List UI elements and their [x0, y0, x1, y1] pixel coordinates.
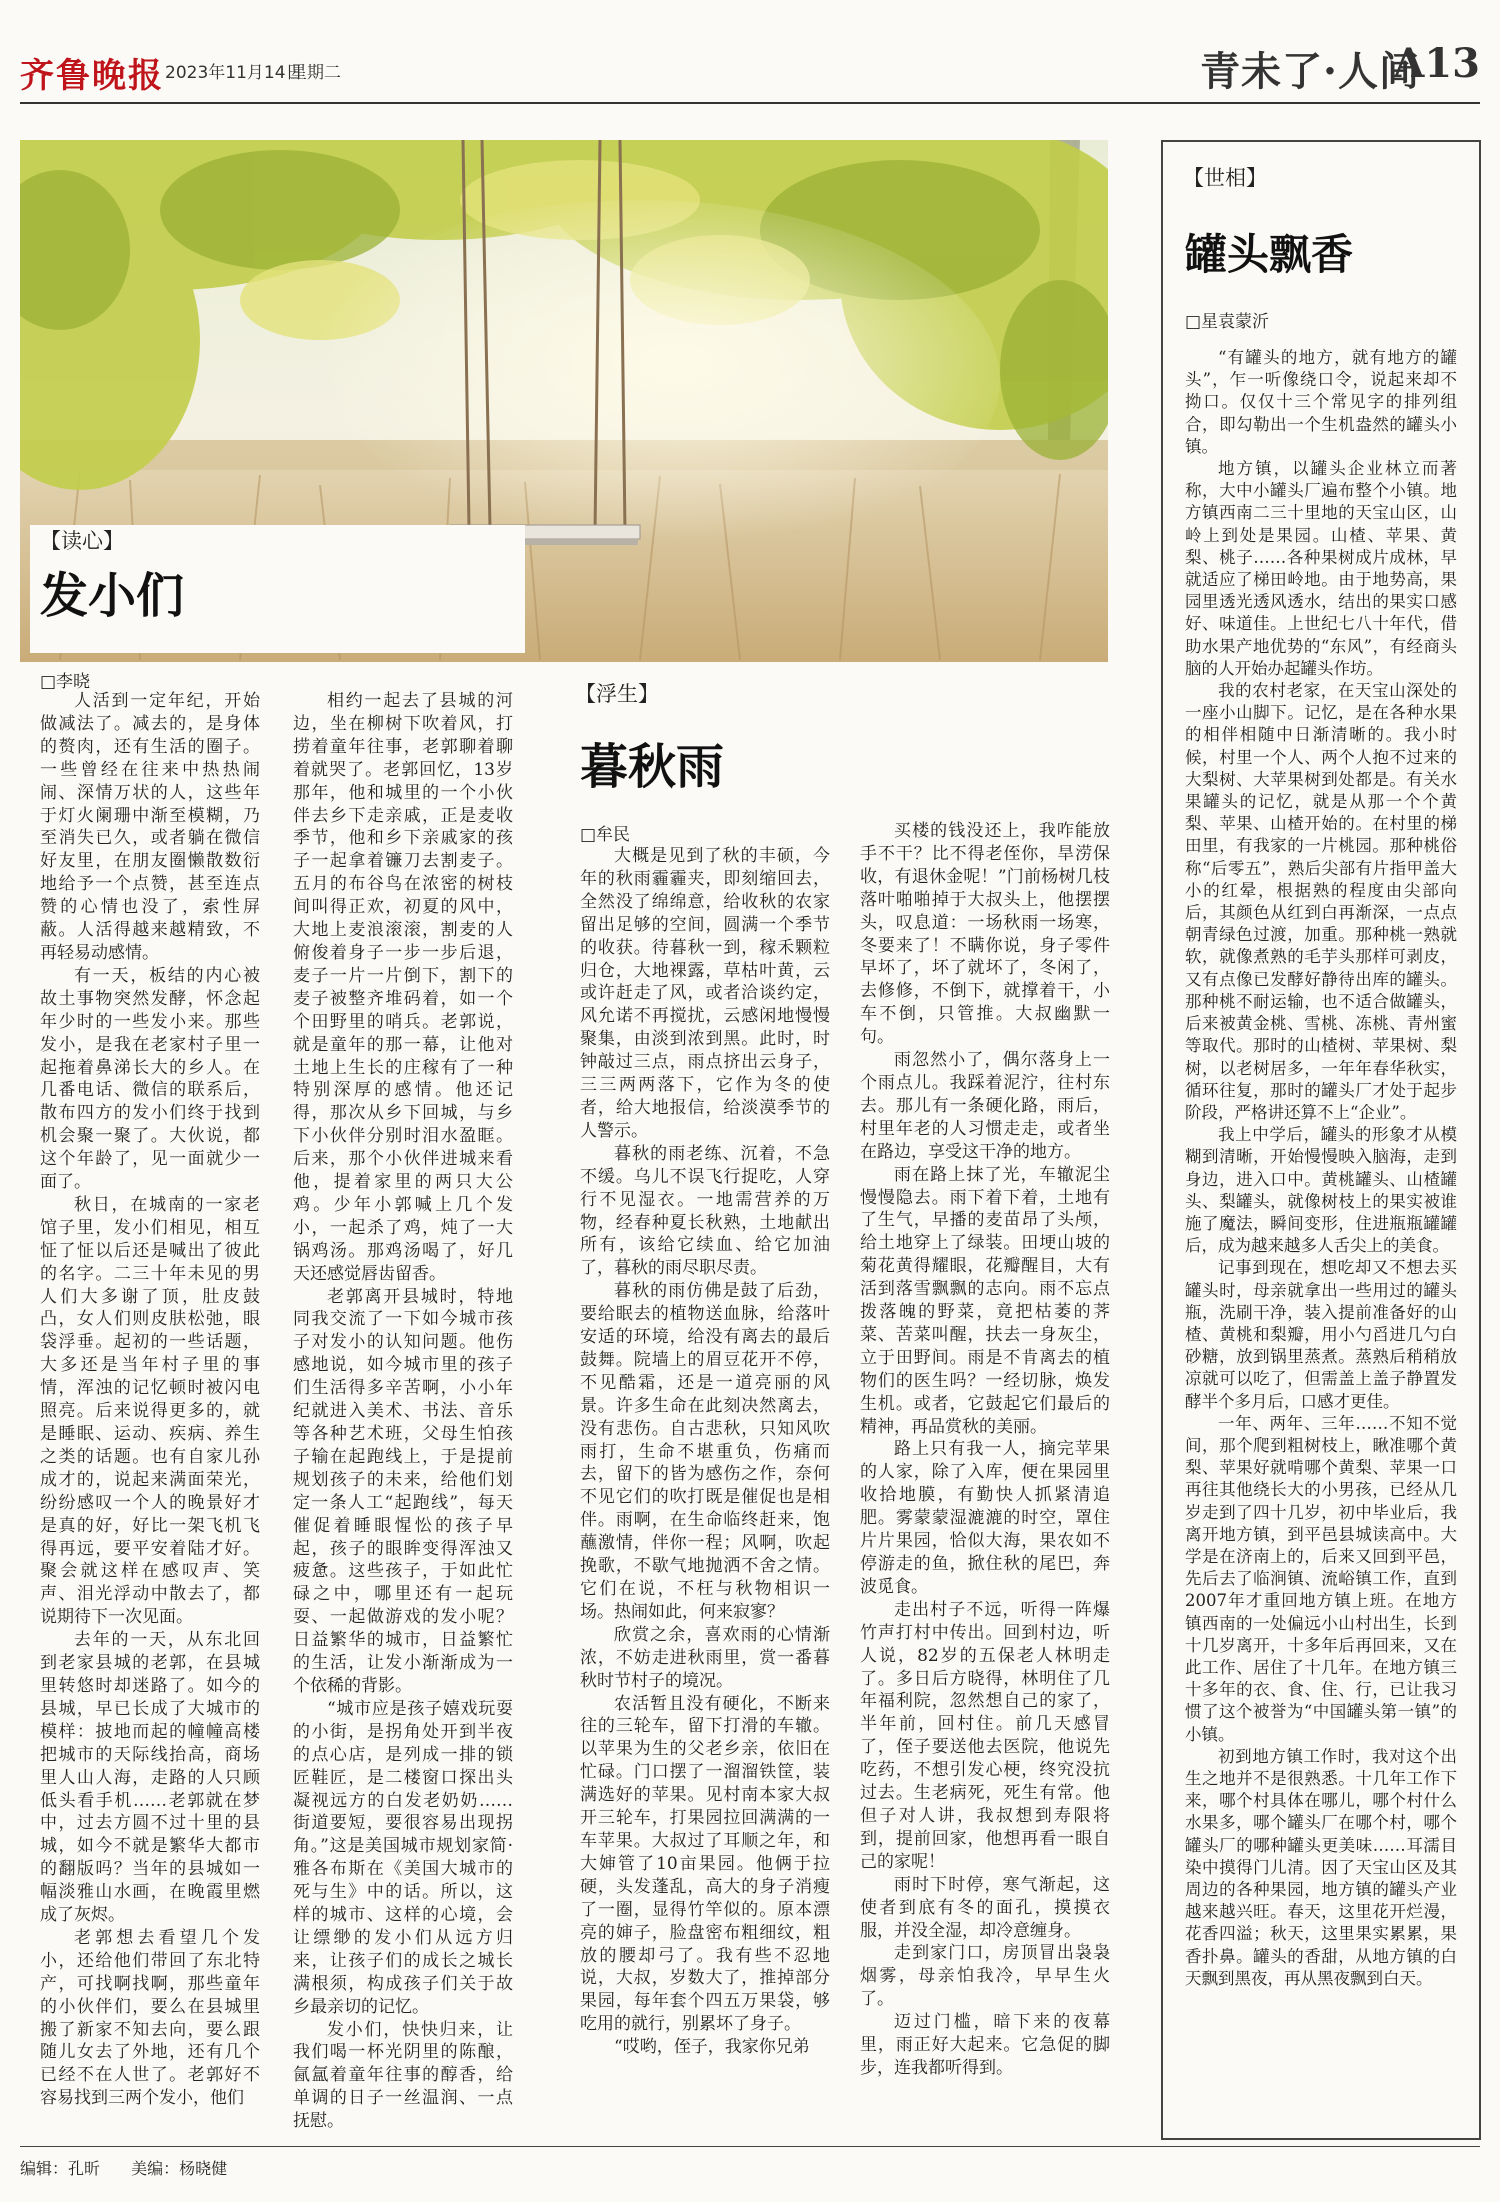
paragraph: 暮秋的雨仿佛是鼓了后劲，要给眠去的植物送血脉，给落叶安适的环境，给没有离去的最后鼓舞。院墙上的眉豆花开不停，不见酷霜，还是一道亮丽的风景。许多生命在此刻决然离去，没有悲伤。自古悲秋，只知风吹雨打，生命不堪重负，伤痛而去，留下的皆为感伤之作，奈何不见它们的吹打既是催促也是相伴。雨啊，在生命临终赶来，饱蘸激情，伴你一程；风啊，吹起挽歌，不歇气地抛洒不舍之情。它们在说，不枉与秋物相识一场。热闹如此，何来寂寥？ [580, 1281, 830, 1622]
faxiaomen-heading [30, 525, 525, 653]
paragraph: 迈过门槛，暗下来的夜幕里，雨正好大起来。它急促的脚步，连我都听得到。 [860, 2012, 1110, 2078]
paragraph: 农活暂且没有硬化，不断来往的三轮车，留下打滑的车辙。以苹果为生的父老乡亲，依旧在忙碌。门口摆了一溜溜铁筐，装满选好的苹果。见村南本家大叔开三轮车，打果园拉回满满的一车苹果。大叔过了耳顺之年，和大婶管了10亩果园。他俩于拉硬，头发蓬乱，高大的身子消瘦了一圈，显得竹竿似的。原本漂亮的婶子，脸盘密布粗细纹，粗放的腰却弓了。我有些不忍地说，大叔，岁数大了，推掉部分果园，每年套个四五万果袋，够吃用的就行，别累坏了身子。 [580, 1693, 830, 2035]
muqiuyu-byline: □牟民 [580, 825, 631, 845]
newspaper-logo: 齐鲁晚报 [20, 56, 164, 96]
faxiaomen-column-2 [293, 690, 513, 2135]
paragraph: “城市应是孩子嬉戏玩耍的小街，是拐角处开到半夜的点心店，是列成一排的锁匠鞋匠，是二楼窗口探出头凝视远方的白发老奶奶……街道要短，要很容易出现拐角。”这是美国城市规划家简·雅各布斯在《美国大城市的死与生》中的话。所以，这样的城市、这样的心境，会让缥缈的发小们从远方归来，让孩子们的成长之城长满根须，构成孩子们关于故乡最亲切的记忆。 [293, 1698, 513, 2017]
paragraph: 走出村子不远，听得一阵爆竹声打村中传出。回到村边，听人说，82岁的五保老人林明走了。多日后方晓得，林明住了几年福利院，忽然想自己的家了，半年前，回村住。前几天感冒了，侄子要送他去医院，他说先吃药，不想引发心梗，终究没抗过去。生老病死，死生有常。他但子对人讲，我叔想到寿限将到，提前回家，他想再看一眼自己的家呢！ [860, 1599, 1110, 1872]
guantou-sidebar [1161, 140, 1481, 2140]
paragraph: 老郭离开县城时，特地同我交流了一下如今城市孩子对发小的认知问题。他伤感地说，如今城市里的孩子们生活得多辛苦啊，小小年纪就进入美术、书法、音乐等各种艺术班，父母生怕孩子输在起跑线上，于是提前规划孩子的未来，给他们划定一条人工“起跑线”，每天催促着睡眼惺忪的孩子早起，孩子的眼眸变得浑浊又疲惫。这些孩子，于如此忙碌之中，哪里还有一起玩耍、一起做游戏的发小呢？日益繁华的城市，日益繁忙的生活，让发小渐渐成为一个依稀的背影。 [293, 1286, 513, 1696]
masthead-rule [20, 102, 1480, 104]
issue-date: 2023年11月14日 [165, 63, 303, 83]
paragraph: “哎哟，侄子，我家你兄弟 [614, 2037, 810, 2058]
paragraph: 欣赏之余，喜欢雨的心情渐浓，不妨走进秋雨里，赏一番暮秋时节村子的境况。 [580, 1624, 830, 1691]
paragraph: 我的农村老家，在天宝山深处的一座小山脚下。记忆，是在各种水果的相伴相随中日渐清晰的。我小时候，村里一个人、两个人抱不过来的大梨树、大苹果树到处都是。有关水果罐头的记忆，就是从那一个个黄梨、苹果、山楂开始的。在村里的梯田里，有我家的一片桃园。那种桃俗称“后零五”，熟后尖部有片指甲盖大小的红晕，根据熟的程度由尖部向后，其颜色从红到白再渐深，一点点朝青绿色过渡，加重。那种桃一熟就软，就像煮熟的毛芋头那样可剥皮，又有点像已发酵好静待出库的罐头。那种桃不耐运输，也不适合做罐头，后来被黄金桃、雪桃、冻桃、青州蜜等取代。那时的山楂树、苹果树、梨树，以老树居多，一年年春华秋实，循环往复，那时的罐头厂才处于起步阶段，严格讲还算不上“企业”。 [1185, 681, 1457, 1122]
footer-rule [20, 2146, 1480, 2147]
faxiaomen-column-tag: 【读心】 [40, 529, 124, 553]
paragraph: 我上中学后，罐头的形象才从模糊到清晰，开始慢慢映入脑海，走到身边，进入口中。黄桃罐头、山楂罐头、梨罐头，就像树枝上的果实被谁施了魔法，瞬间变形，住进瓶瓶罐罐后，成为越来越多人舌尖上的美食。 [1185, 1125, 1457, 1256]
muqiuyu-column-2 [860, 820, 1110, 2135]
paragraph: 暮秋的雨老练、沉着，不急不缓。乌儿不误飞行捉吃，人穿行不见湿衣。一地需营养的万物，经春种夏长秋熟，土地献出所有，该给它续血、给它加油了，暮秋的雨尽职尽责。 [580, 1143, 830, 1279]
paragraph: 雨时下时停，寒气渐起，这使者到底有冬的面孔，摸摸衣服，并没全湿，却冷意缠身。 [860, 1874, 1110, 1941]
paragraph: 秋日，在城南的一家老馆子里，发小们相见，相互怔了怔以后还是喊出了彼此的名字。二三十年未见的男人们大多谢了顶，肚皮鼓凸，女人们则皮肤松弛，眼袋浮垂。起初的一些话题，大多还是当年村子里的事情，浑浊的记忆顿时被闪电照亮。后来说得更多的，就是睡眠、运动、疾病、养生之类的话题。也有自家儿孙成才的，说起来满面荣光，纷纷感叹一个人的晚景好才是真的好，好比一架飞机飞得再远，要平安着陆才好。聚会就这样在感叹声、笑声、泪光浮动中散去了，都说期待下一次见面。 [40, 1194, 260, 1628]
guantou-body [1185, 347, 1457, 2132]
paragraph: 路上只有我一人，摘完苹果的人家，除了入库，便在果园里收拾地膜，有勤快人抓紧清追肥。雾蒙蒙湿漉漉的时空，罩住片片果园，恰似大海，果农如不停游走的鱼，掀住秋的尾巴，奔波觅食。 [860, 1439, 1110, 1597]
masthead [20, 38, 1480, 98]
faxiaomen-title: 发小们 [40, 568, 185, 624]
paragraph: 初到地方镇工作时，我对这个出生之地并不是很熟悉。十几年工作下来，哪个村具体在哪儿，哪个村什么水果多，哪个罐头厂在哪个村，哪个罐头厂的哪种罐头更美味……耳濡目染中摸得门儿清。因了天宝山区及其周边的各种果园，地方镇的罐头产业越来越兴旺。春天，这里花开烂漫，花香四溢；秋天，这里果实累累，果香扑鼻。罐头的香甜，从地方镇的白天飘到黑夜，再从黑夜飘到白天。 [1185, 1746, 1457, 1988]
issue-weekday: 星期二 [290, 63, 341, 83]
muqiuyu-column-1 [580, 845, 830, 2135]
page-footer [20, 2156, 253, 2179]
paragraph: 发小们，快快归来，让我们喝一杯光阴里的陈酿，氤氲着童年往事的醇香，给单调的日子一丝温润、一点抚慰。 [293, 2019, 513, 2132]
guantou-title: 罐头飘香 [1185, 230, 1354, 279]
faxiaomen-byline: □李晓 [40, 672, 91, 692]
page-section-title: 青未了·人间 [1200, 48, 1420, 95]
paragraph: 买楼的钱没还上，我咋能放手不干？比不得老侄你，旱涝保收，有退休金呢！”门前杨树几枝落叶啪啪掉于大叔头上，他摆摆头，叹息道：一场秋雨一场寒，冬要来了！不瞒你说，身子零件早坏了，坏了就坏了，冬闲了，去修修，不倒下，就撑着干，小车不倒，只管推。大叔幽默一句。 [860, 821, 1110, 1048]
faxiaomen-column-1 [40, 690, 260, 2135]
paragraph: 走到家门口，房顶冒出袅袅烟雾，母亲怕我冷，早早生火了。 [860, 1943, 1110, 2010]
muqiuyu-title: 暮秋雨 [580, 739, 725, 795]
paragraph: 记事到现在，想吃却又不想去买罐头时，母亲就拿出一些用过的罐头瓶，洗刷干净，装入提前准备好的山楂、黄桃和梨瓣，用小勺舀进几勺白砂糖，放到锅里蒸煮。蒸熟后稍稍放凉就可以吃了，但需盖上盖子静置发酵半个多月后，口感才更佳。 [1185, 1258, 1457, 1411]
guantou-byline: □星袁蒙沂 [1185, 312, 1270, 332]
paragraph: 老郭想去看望几个发小，还给他们带回了东北特产，可找啊找啊，那些童年的小伙伴们，要么在县城里搬了新家不知去向，要么跟随儿女去了外地，还有几个已经不在人世了。老郭好不容易找到三两个发小，他们 [40, 1927, 260, 2109]
muqiuyu-column-tag: 【浮生】 [575, 682, 659, 706]
paragraph: 人活到一定年纪，开始做减法了。减去的，是身体的赘肉，还有生活的圈子。一些曾经在往来中热热闹闹、深情万状的人，这些年于灯火阑珊中渐至模糊，乃至消失已久，或者躺在微信好友里，在朋友圈懒散数衍地给予一个点赞，甚至连点赞的心情也没了，索性屏蔽。人活得越来越精致，不再轻易动感情。 [40, 691, 260, 963]
paragraph: 地方镇，以罐头企业林立而著称，大中小罐头厂遍布整个小镇。地方镇西南二三十里地的天宝山区，山岭上到处是果园。山楂、苹果、黄梨、桃子……各种果树成片成林，早就适应了梯田岭地。由于地势高，果园里透光透风透水，结出的果实口感好、味道佳。上世纪七八十年代，借助水果产地优势的“东风”，有经商头脑的人开始办起罐头作坊。 [1185, 459, 1457, 678]
paragraph: 有一天，板结的内心被故土事物突然发酵，怀念起年少时的一些发小来。那些发小，是我在老家村子里一起拖着鼻涕长大的乡人。在几番电话、微信的联系后，散布四方的发小们终于找到机会聚一聚了。大伙说，都这个年龄了，见一面就少一面了。 [40, 965, 260, 1193]
paragraph: 一年、两年、三年……不知不觉间，那个爬到粗树枝上，瞅准哪个黄梨、苹果好就啃哪个黄梨、苹果一口再往其他绕长大的小男孩，已经从几岁走到了四十几岁，初中毕业后，我离开地方镇，到平邑县城读高中。大学是在济南上的，后来又回到平邑，先后去了临涧镇、流峪镇工作，直到2007年才重回地方镇上班。在地方镇西南的一处偏远小山村出生，长到十几岁离开，十多年后再回来，又在此工作、居住了十几年。在地方镇三十多年的衣、食、住、行，已让我习惯了这个被誉为“中国罐头第一镇”的小镇。 [1185, 1413, 1457, 1744]
paragraph: “有罐头的地方，就有地方的罐头”，乍一听像绕口令，说起来却不拗口。仅仅十三个常见字的排列组合，即勾勒出一个生机盎然的罐头小镇。 [1185, 348, 1457, 456]
paragraph: 雨在路上抹了光，车辙泥尘慢慢隐去。雨下着下着，土地有了生气，早播的麦苗昂了头颅，给土地穿上了绿装。田埂山坡的菊花黄得耀眼，花瓣醒目，大有活到落雪飘飘的志向。雨不忘点拨落魄的野菜，竟把枯萎的荠菜、苦菜叫醒，扶去一身灰尘，立于田野间。雨是不肯离去的植物们的医生吗？一经切脉，焕发生机。或者，它鼓起它们最后的精神，再品赏秋的美丽。 [860, 1164, 1110, 1437]
paragraph: 雨忽然小了，偶尔落身上一个雨点儿。我踩着泥泞，往村东去。那儿有一条硬化路，雨后，村里年老的人习惯走走，或者坐在路边，享受这干净的地方。 [860, 1050, 1110, 1162]
paragraph: 相约一起去了县城的河边，坐在柳树下吹着风，打捞着童年往事，老郭聊着聊着就哭了。老郭回忆，13岁那年，他和城里的一个小伙伴去乡下走亲戚，正是麦收季节，他和乡下亲戚家的孩子一起拿着镰刀去割麦子。五月的布谷鸟在浓密的树枝间叫得正欢，初夏的风中，大地上麦浪滚滚，割麦的人俯俊着身子一步一步后退，麦子一片一片倒下，割下的麦子被整齐堆码着，如一个个田野里的哨兵。老郭说，就是童年的那一幕，让他对土地上生长的庄稼有了一种特别深厚的感情。他还记得，那次从乡下回城，与乡下小伙伴分别时泪水盈眶。后来，那个小伙伴进城来看他，提着家里的两只大公鸡。少年小郭喊上几个发小，一起杀了鸡，炖了一大锅鸡汤。那鸡汤喝了，好几天还感觉唇齿留香。 [293, 691, 513, 1284]
page-number: A13 [1393, 40, 1480, 87]
guantou-column-tag: 【世相】 [1183, 166, 1267, 190]
paragraph: 去年的一天，从东北回到老家县城的老郭，在县城里转悠时却迷路了。如今的县城，早已长成了大城市的模样：披地而起的幢幢高楼把城市的天际线抬高，商场里人山人海，走路的人只顾低头看手机……老郭就在梦中，过去方圆不过十里的县城，如今不就是繁华大都市的翻版吗？当年的县城如一幅淡雅山水画，在晚霞里燃成了灰烬。 [40, 1630, 260, 1926]
editor-credit: 编辑：孔昕 [20, 2159, 101, 2178]
paragraph: 大概是见到了秋的丰硕，今年的秋雨霾霾夹，即刻缩回去，全然没了绵绵意，给收秋的农家留出足够的空间，圆满一个季节的收获。待暮秋一到，稼禾颗粒归仓，大地裸露，草枯叶黄，云或许赶走了风，或者洽谈约定，风允诺不再搅扰，云感闲地慢慢聚集，由淡到浓到黑。此时，时钟敲过三点，雨点挤出云身子，三三两两落下，它作为冬的使者，给大地报信，给淡漠季节的人警示。 [580, 846, 830, 1141]
designer-credit: 美编：杨晓健 [131, 2159, 228, 2178]
